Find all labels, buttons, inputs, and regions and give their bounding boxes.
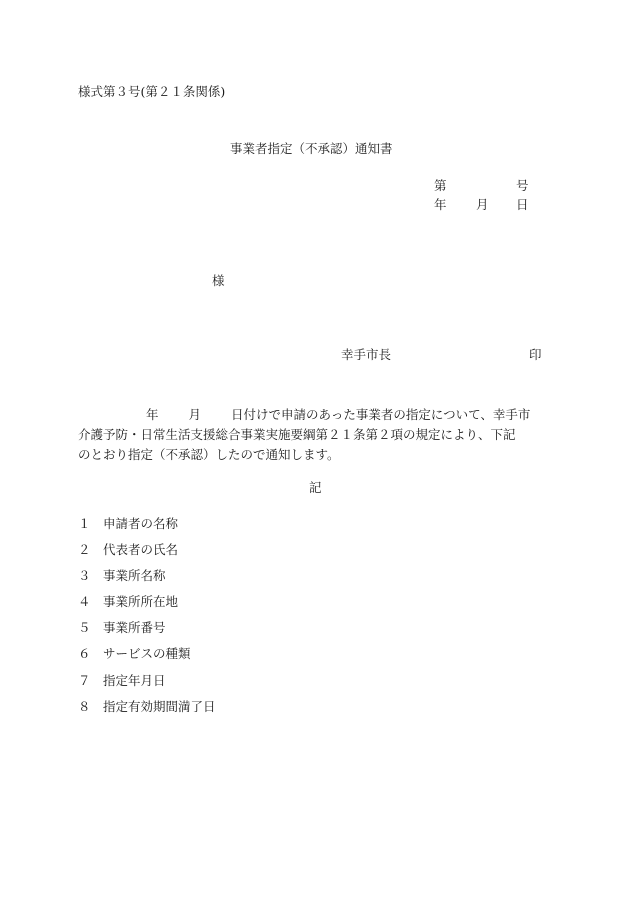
list-item [78, 648, 216, 674]
body-line-1-text: 日付けで申請のあった事業者の指定について、幸手市 [231, 407, 531, 422]
list-item [78, 544, 216, 570]
item-number: ５ [78, 620, 91, 636]
item-number: ４ [78, 594, 91, 610]
ki-heading: 記 [309, 480, 322, 495]
item-number: ３ [78, 568, 91, 584]
body-line-2: 介護予防・日常生活支援総合事業実施要綱第２１条第２項の規定により、下記 [78, 427, 516, 442]
item-label: 指定有効期間満了日 [103, 698, 216, 714]
list-item [78, 518, 216, 544]
date-year-label: 年 [434, 197, 447, 212]
list-item [78, 596, 216, 622]
item-number: ７ [78, 672, 91, 688]
item-number: ２ [78, 542, 91, 558]
body-line-3: のとおり指定（不承認）したので通知します。 [78, 447, 340, 462]
body-month-label: 月 [188, 407, 202, 422]
list-item [78, 672, 216, 701]
addressee-honorific: 様 [212, 273, 225, 288]
item-label: 代表者の氏名 [103, 542, 179, 558]
body-line-1 [78, 405, 548, 425]
list-item [78, 570, 216, 596]
date-month-label: 月 [476, 197, 489, 212]
item-label: 申請者の名称 [103, 516, 179, 531]
list-item [78, 622, 216, 648]
item-label: 事業所所在地 [103, 594, 179, 610]
issuer-name: 幸手市長 [341, 347, 392, 362]
reference-number-prefix: 第 [434, 178, 447, 193]
form-number: 様式第３号(第２１条関係) [78, 84, 226, 99]
item-label: サービスの種類 [103, 646, 191, 662]
item-label: 事業所名称 [103, 568, 166, 584]
item-label: 事業所番号 [103, 620, 166, 636]
seal-mark: 印 [529, 347, 542, 362]
body-year-label: 年 [146, 407, 159, 422]
item-number: ６ [78, 646, 91, 662]
item-number: １ [78, 516, 91, 531]
document-title: 事業者指定（不承認）通知書 [230, 141, 393, 156]
date-day-label: 日 [516, 197, 529, 212]
item-label: 指定年月日 [103, 672, 166, 688]
items-list [78, 518, 216, 727]
body-paragraph [78, 405, 548, 465]
list-item [78, 698, 216, 727]
item-number: ８ [78, 698, 91, 714]
reference-number-suffix: 号 [516, 178, 529, 193]
